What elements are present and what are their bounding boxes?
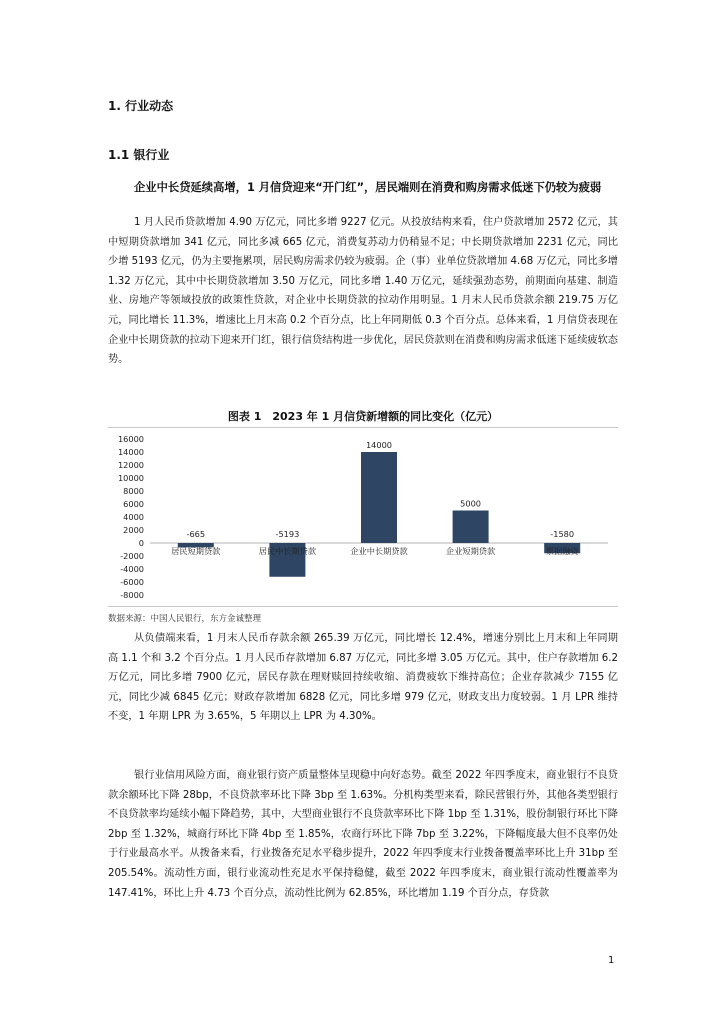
category-label: 票据融资 xyxy=(545,546,579,556)
lead-summary: 企业中长贷延续高增，1 月信贷迎来“开门红”，居民端则在消费和购房需求低迷下仍较为疲弱 xyxy=(134,181,602,194)
y-tick-label: -8000 xyxy=(120,590,144,600)
data-label: -5193 xyxy=(275,529,300,539)
data-label: 14000 xyxy=(365,440,393,450)
category-label: 企业短期贷款 xyxy=(446,546,496,556)
paragraph-loans: 1 月人民币贷款增加 4.90 万亿元，同比多增 9227 亿元。从投放结构来看，住户贷款增加 2572 亿元，其中短期贷款增加 341 亿元，同比多减 665 亿元，消费复苏动力仍稍显不足；中长期贷款增加 2231 亿元，同比少增 5193 亿元，仍为主要拖累项，居民购房需求仍较为疲弱。企（事）业单位贷款增加 4.68 万亿元，同比多增 1.32 万亿元，其中中长期贷款增加 3.50 万亿元，同比多增 1.40 万亿元，延续强劲态势，前期面向基建、制造业、房地产等领域投放的政策性贷款，对企业中长期贷款的拉动作用明显。1 月末人民币贷款余额 219.75 万亿元，同比增长 11.3%，增速比上月末高 0.2 个百分点，比上年同期低 0.3 个百分点。总体来看，1 月信贷表现在企业中长期贷款的拉动下迎来开门红，银行信贷结构进一步优化，居民贷款则在消费和购房需求低迷下延续疲软态势。 xyxy=(108,217,618,366)
y-tick-label: 12000 xyxy=(117,460,144,470)
data-label: -665 xyxy=(186,529,206,539)
data-label: 5000 xyxy=(460,498,482,509)
y-tick-label: 6000 xyxy=(123,499,144,509)
y-tick-label: 2000 xyxy=(123,525,144,535)
category-label: 居民中长期贷款 xyxy=(258,546,317,556)
category-label: 居民短期贷款 xyxy=(171,546,221,556)
y-tick-label: -2000 xyxy=(120,551,144,561)
y-tick-label: 10000 xyxy=(117,473,144,483)
data-label: -1580 xyxy=(550,529,575,539)
y-tick-label: -6000 xyxy=(120,577,144,587)
paragraph-credit-risk: 银行业信用风险方面，商业银行资产质量整体呈现稳中向好态势。截至 2022 年四季度末，商业银行不良贷款余额环比下降 28bp，不良贷款率环比下降 3bp 至 1.63%。分机构类型来看，除民营银行外，其他各类型银行不良贷款率均延续小幅下降趋势，其中，大型商业银行不良贷款率环比下降 1bp 至 1.31%，股份制银行环比下降 2bp 至 1.32%，城商行环比下降 4bp 至 1.85%，农商行环比下降 7bp 至 3.22%，下降幅度最大但不良率仍处于行业最高水平。从拨备来看，行业拨备充足水平稳步提升，2022 年四季度末行业拨备覆盖率环比上升 31bp 至 205.54%。流动性方面，银行业流动性充足水平保持稳健，截至 2022 年四季度末，商业银行流动性覆盖率为 147.41%，环比上升 4.73 个百分点，流动性比例为 62.85%，环比增加 1.19 个百分点，存贷款 xyxy=(108,770,618,899)
subsection-heading: 1.1 银行业 xyxy=(108,148,170,162)
credit-change-chart xyxy=(108,427,618,607)
chart-frame xyxy=(108,427,618,607)
category-label: 企业中长期贷款 xyxy=(350,546,408,556)
y-tick-label: 14000 xyxy=(117,447,144,457)
y-tick-label: 4000 xyxy=(123,512,144,522)
figure-source: 数据来源：中国人民银行，东方金诚整理 xyxy=(108,614,262,624)
figure-title: 图表 1 2023 年 1 月信贷新增额的同比变化（亿元） xyxy=(227,410,499,423)
paragraph-deposits: 从负债端来看，1 月末人民币存款余额 265.39 万亿元，同比增长 12.4%，增速分别比上月末和上年同期高 1.1 个和 3.2 个百分点。1 月人民币存款增加 6.87 万亿元，同比多增 3.05 万亿元。其中，住户存款增加 6.2 万亿元，同比多增 7900 亿元，居民存款在理财赎回持续收缩、消费疲软下维持高位；企业存款减少 7155 亿元，同比少减 6845 亿元；财政存款增加 6828 亿元，同比多增 979 亿元，财政支出力度较弱。1 月 LPR 维持不变，1 年期 LPR 为 3.65%，5 年期以上 LPR 为 4.30%。 xyxy=(108,633,618,723)
section-heading: 1. 行业动态 xyxy=(108,99,174,113)
page-number: 1 xyxy=(608,955,615,966)
y-tick-label: -4000 xyxy=(120,564,144,574)
y-tick-label: 16000 xyxy=(117,434,144,444)
y-tick-label: 0 xyxy=(138,538,144,548)
y-tick-label: 8000 xyxy=(123,486,144,496)
